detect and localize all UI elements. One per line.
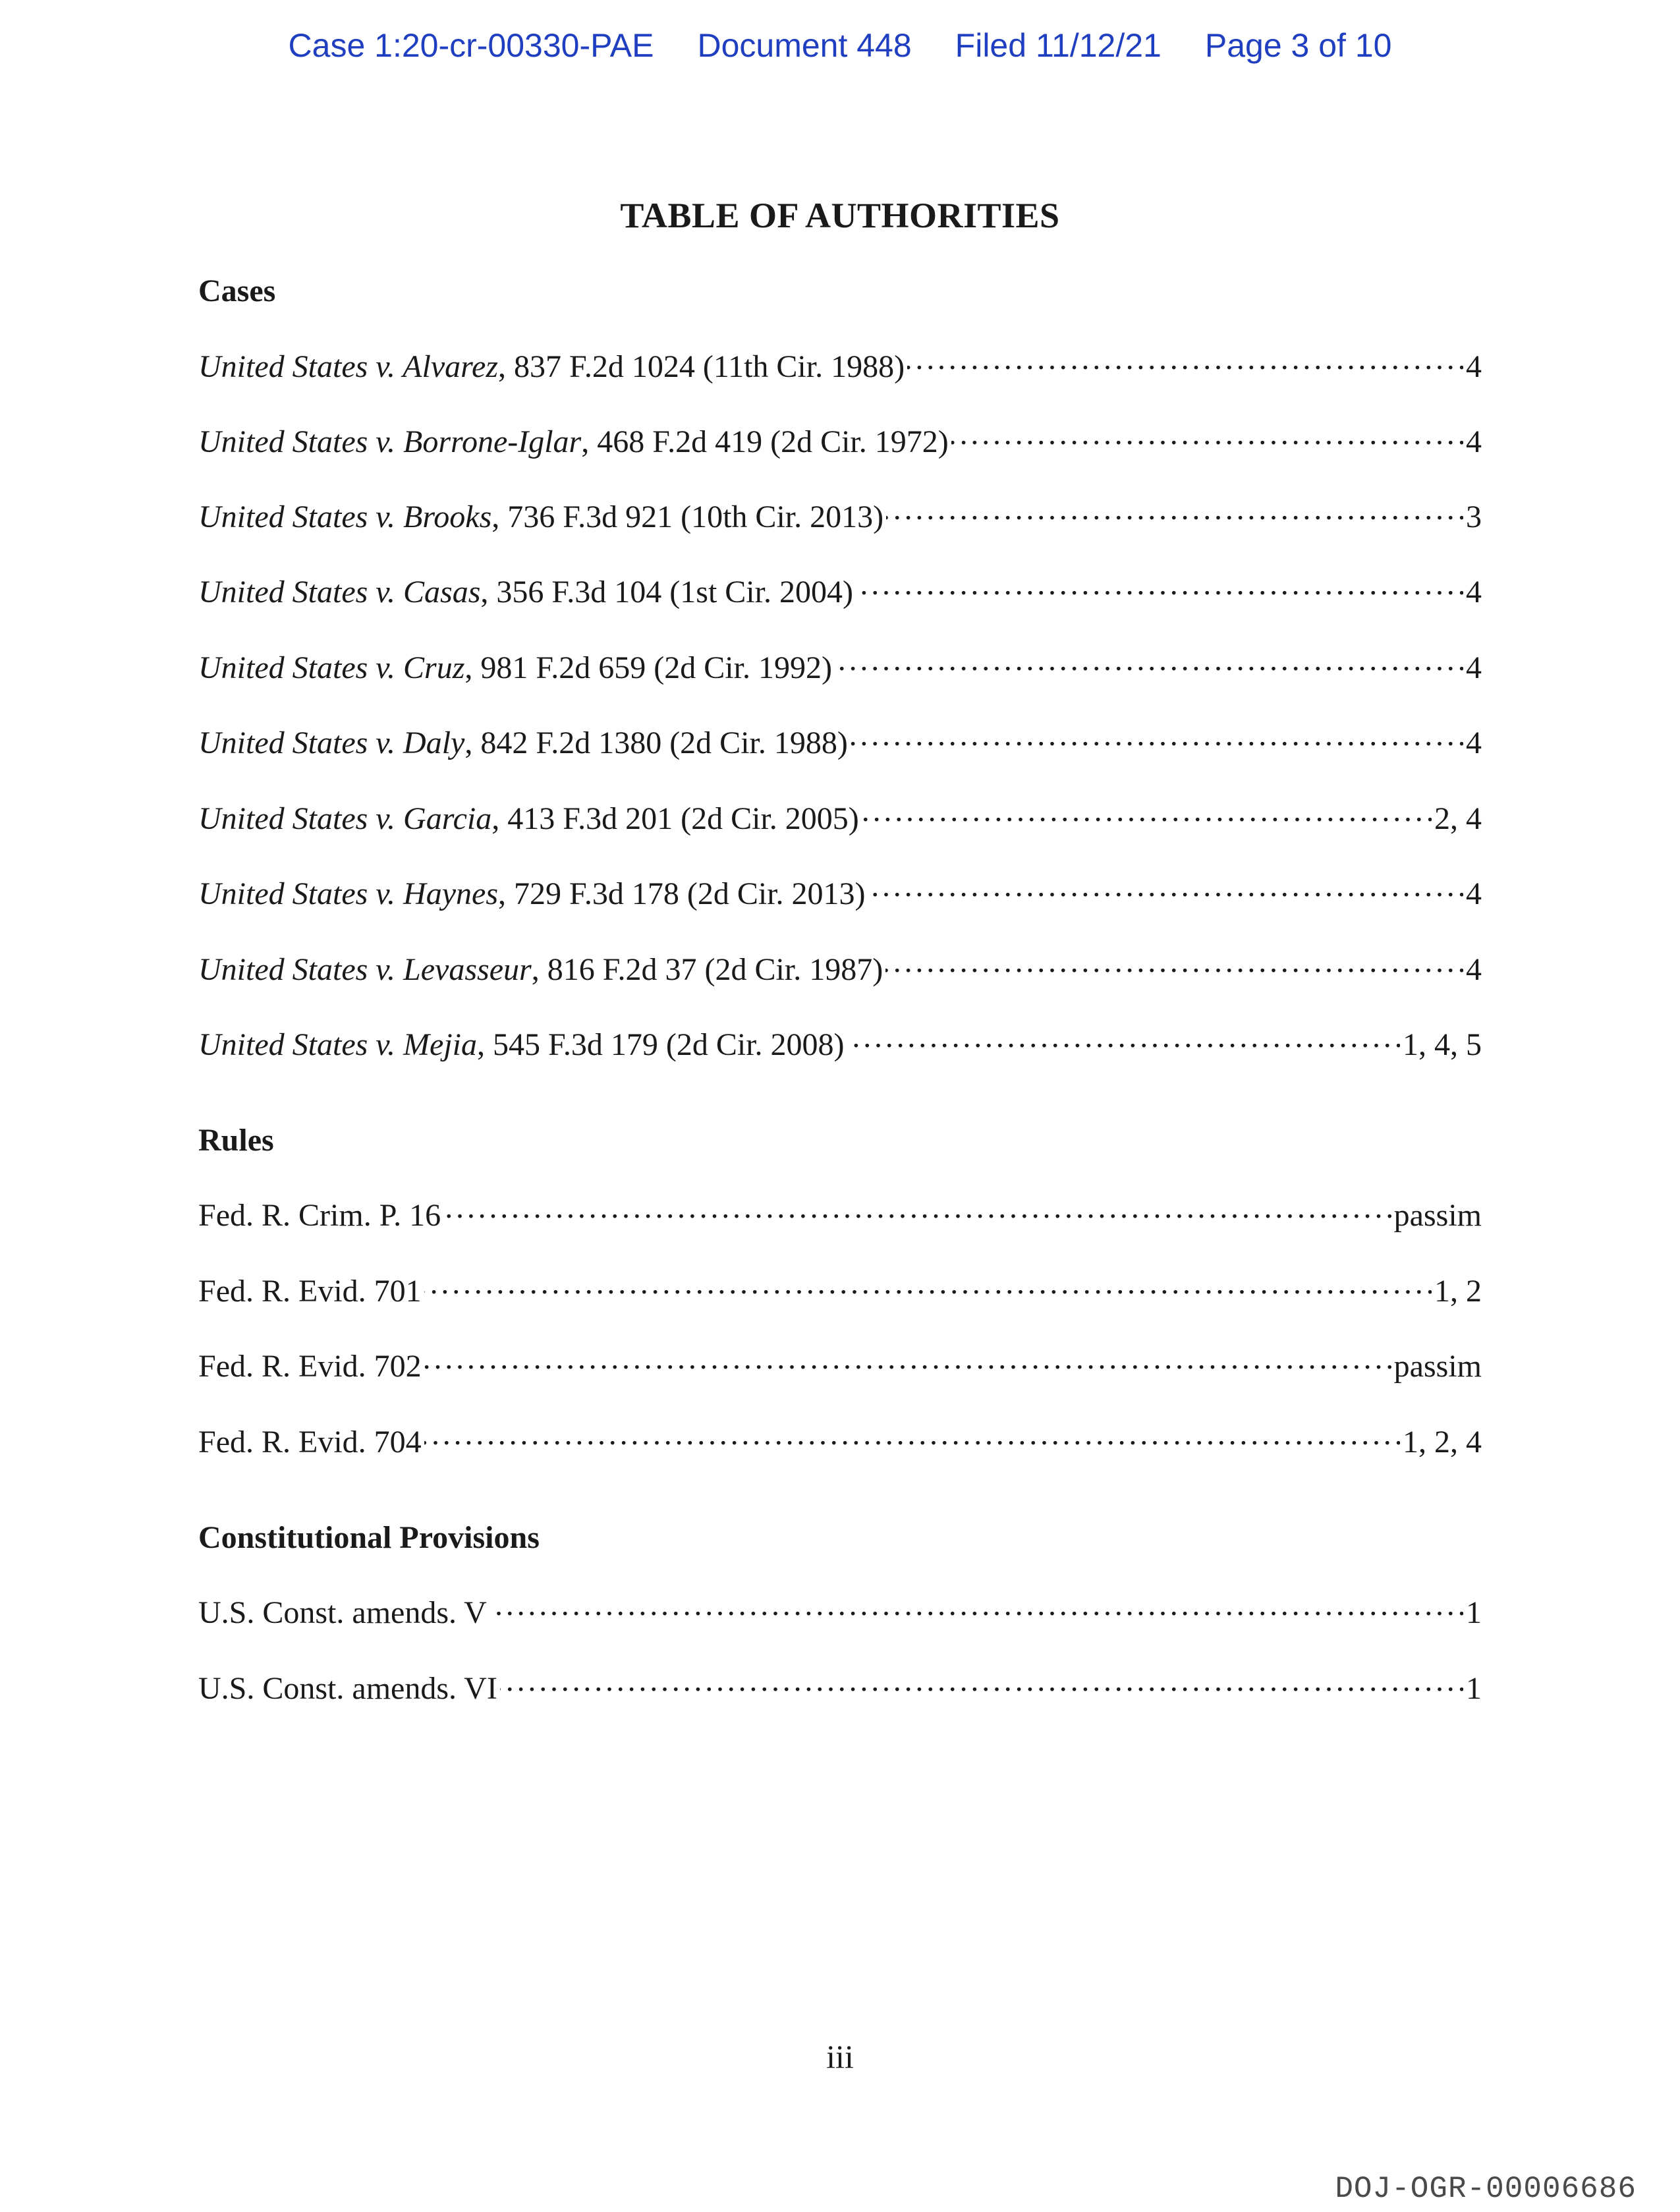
dot-leader (885, 948, 1463, 980)
dot-leader (490, 1591, 1463, 1623)
citation (198, 951, 883, 988)
case-name: United States v. Mejia (198, 1027, 477, 1062)
toa-entry (198, 1194, 1482, 1234)
case-name: United States v. Borrone-Iglar (198, 424, 582, 459)
page-title: TABLE OF AUTHORITIES (620, 196, 1060, 235)
dot-leader (868, 872, 1463, 904)
toa-entry (198, 1421, 1482, 1460)
reporter-citation: , 729 F.3d 178 (2d Cir. 2013) (498, 876, 866, 911)
page-references: 4 (1466, 952, 1482, 987)
case-name: United States v. Daly (198, 725, 465, 760)
dot-leader (424, 1345, 1391, 1376)
ecf-header (0, 26, 1680, 65)
page-references: 4 (1466, 876, 1482, 911)
case-number: Case 1:20-cr-00330-PAE (288, 27, 654, 64)
toa-entry (198, 1023, 1482, 1063)
section-heading-rules: Rules (198, 1123, 274, 1158)
page-references: 4 (1466, 424, 1482, 459)
citation (198, 424, 949, 460)
bates-number: DOJ-OGR-00006686 (1335, 2172, 1637, 2206)
toa-entry (198, 496, 1482, 535)
page-references: 3 (1466, 499, 1482, 534)
reporter-citation: , 842 F.2d 1380 (2d Cir. 1988) (464, 725, 848, 760)
case-name: United States v. Alvarez (198, 349, 499, 384)
dot-leader (443, 1194, 1391, 1226)
dot-leader (862, 797, 1432, 829)
dot-leader (951, 420, 1463, 452)
citation: U.S. Const. amends. VI (198, 1671, 497, 1706)
page-references: 1 (1466, 1671, 1482, 1706)
citation: Fed. R. Crim. P. 16 (198, 1198, 441, 1233)
filed-date: Filed 11/12/21 (955, 27, 1162, 64)
citation: U.S. Const. amends. V (198, 1595, 487, 1630)
toa-entry (198, 646, 1482, 686)
toa-entry (198, 345, 1482, 385)
reporter-citation: , 356 F.3d 104 (1st Cir. 2004) (480, 575, 853, 610)
page-references: 4 (1466, 575, 1482, 610)
toa-entry (198, 872, 1482, 912)
citation (198, 801, 859, 837)
dot-leader (424, 1421, 1400, 1452)
page-references: 4 (1466, 725, 1482, 760)
reporter-citation: , 468 F.2d 419 (2d Cir. 1972) (581, 424, 949, 459)
dot-leader (500, 1667, 1463, 1699)
toa-entry (198, 420, 1482, 460)
citation: Fed. R. Evid. 704 (198, 1425, 422, 1460)
reporter-citation: , 413 F.3d 201 (2d Cir. 2005) (491, 801, 859, 836)
page-references: 1, 2, 4 (1403, 1425, 1482, 1460)
citation (198, 499, 883, 535)
reporter-citation: , 545 F.3d 179 (2d Cir. 2008) (477, 1027, 845, 1062)
toa-entry (198, 722, 1482, 761)
citation (198, 650, 832, 686)
toa-entry (198, 1591, 1482, 1631)
document-number: Document 448 (697, 27, 912, 64)
citation (198, 574, 853, 610)
case-name: United States v. Cruz (198, 650, 465, 685)
toa-entry (198, 797, 1482, 837)
page-references: passim (1393, 1349, 1482, 1384)
citation (198, 725, 848, 761)
page-references: 4 (1466, 349, 1482, 384)
reporter-citation: , 837 F.2d 1024 (11th Cir. 1988) (498, 349, 905, 384)
case-name: United States v. Levasseur (198, 952, 532, 987)
page-references: 4 (1466, 650, 1482, 685)
page-number: iii (826, 2038, 854, 2075)
case-name: United States v. Haynes (198, 876, 498, 911)
dot-leader (886, 496, 1463, 527)
dot-leader (907, 345, 1463, 377)
reporter-citation: , 736 F.3d 921 (10th Cir. 2013) (491, 499, 884, 534)
dot-leader (847, 1023, 1400, 1055)
toa-entry (198, 948, 1482, 988)
citation (198, 876, 866, 912)
case-name: United States v. Casas (198, 575, 481, 610)
toa-entry (198, 571, 1482, 610)
reporter-citation: , 816 F.2d 37 (2d Cir. 1987) (531, 952, 883, 987)
dot-leader (424, 1270, 1432, 1301)
citation (198, 349, 905, 385)
page-references: passim (1393, 1198, 1482, 1233)
dot-leader (856, 571, 1463, 602)
dot-leader (835, 646, 1463, 678)
toa-entry (198, 1270, 1482, 1309)
page-references: 1, 2 (1434, 1274, 1482, 1309)
page-count: Page 3 of 10 (1204, 27, 1392, 64)
page-references: 2, 4 (1434, 801, 1482, 836)
dot-leader (851, 722, 1463, 753)
citation: Fed. R. Evid. 702 (198, 1349, 422, 1384)
case-name: United States v. Garcia (198, 801, 492, 836)
section-heading-constitutional-provisions: Constitutional Provisions (198, 1520, 540, 1555)
reporter-citation: , 981 F.2d 659 (2d Cir. 1992) (464, 650, 832, 685)
toa-entry (198, 1667, 1482, 1707)
page-references: 1 (1466, 1595, 1482, 1630)
citation: Fed. R. Evid. 701 (198, 1274, 422, 1309)
toa-entry (198, 1345, 1482, 1384)
citation (198, 1027, 845, 1063)
page-references: 1, 4, 5 (1403, 1027, 1482, 1062)
case-name: United States v. Brooks (198, 499, 492, 534)
section-heading-cases: Cases (198, 273, 276, 308)
